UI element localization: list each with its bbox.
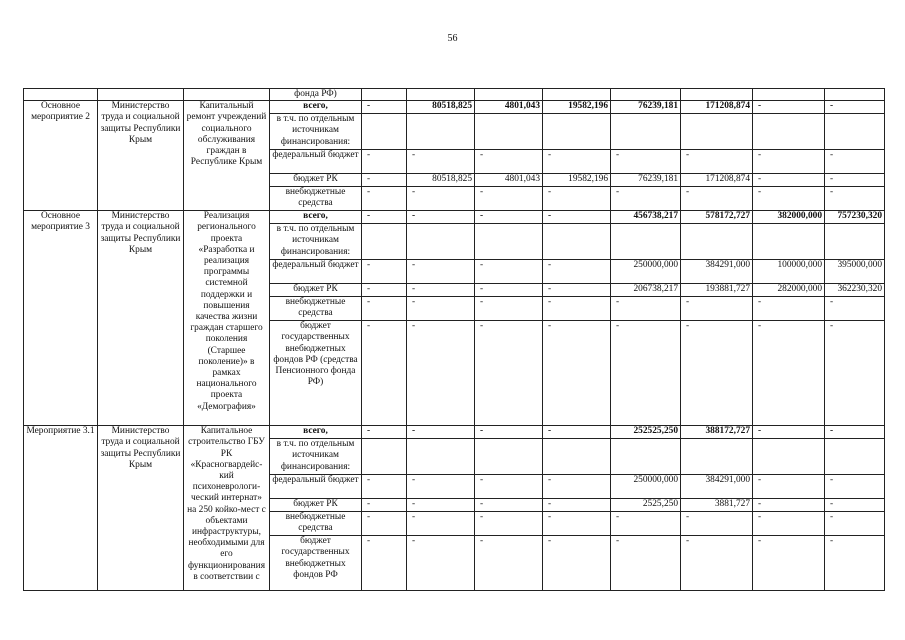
amount-cell: 282000,000 — [753, 284, 825, 297]
amount-cell: - — [681, 536, 753, 591]
funding-source-label: бюджет РК — [270, 174, 362, 187]
amount-cell — [407, 114, 475, 150]
amount-cell: - — [407, 187, 475, 211]
measure-title: Реализация регионального проекта «Разработка и реализация программы системной поддержки и повышения качества жизни граждан старшего поколения (Старшее поколение)» в рамках национального проекта «Демография» — [184, 211, 270, 426]
amount-cell — [475, 114, 543, 150]
amount-cell: - — [753, 150, 825, 174]
amount-cell: - — [362, 512, 407, 536]
funding-source-label: федеральный бюджет — [270, 475, 362, 499]
amount-cell: - — [475, 211, 543, 224]
amount-cell: 193881,727 — [681, 284, 753, 297]
amount-cell: - — [543, 426, 611, 439]
amount-cell — [611, 439, 681, 475]
amount-cell: - — [753, 536, 825, 591]
amount-cell: - — [753, 174, 825, 187]
amount-cell: - — [543, 321, 611, 426]
amount-cell: - — [475, 284, 543, 297]
funding-source-label: бюджет РК — [270, 499, 362, 512]
amount-cell: - — [407, 321, 475, 426]
amount-cell: - — [362, 536, 407, 591]
amount-cell: - — [362, 297, 407, 321]
amount-cell: - — [407, 297, 475, 321]
amount-cell: 250000,000 — [611, 260, 681, 284]
amount-cell: - — [611, 150, 681, 174]
empty-cell — [681, 89, 753, 101]
amount-cell: - — [543, 297, 611, 321]
amount-cell: 252525,250 — [611, 426, 681, 439]
amount-cell — [475, 439, 543, 475]
amount-cell — [681, 114, 753, 150]
amount-cell: - — [475, 150, 543, 174]
amount-cell: - — [825, 321, 885, 426]
amount-cell: - — [753, 499, 825, 512]
empty-cell — [362, 89, 407, 101]
measure-title: Капитальный ремонт учреждений социального обслуживания граждан в Республике Крым — [184, 101, 270, 211]
amount-cell: - — [475, 297, 543, 321]
amount-cell: - — [681, 187, 753, 211]
amount-cell: - — [681, 150, 753, 174]
amount-cell: - — [475, 187, 543, 211]
amount-cell: 388172,727 — [681, 426, 753, 439]
amount-cell — [825, 224, 885, 260]
table-row — [24, 211, 885, 224]
amount-cell: 578172,727 — [681, 211, 753, 224]
table-row — [24, 426, 885, 439]
funding-source-label: федеральный бюджет — [270, 260, 362, 284]
amount-cell: - — [543, 211, 611, 224]
amount-cell: - — [825, 499, 885, 512]
empty-cell — [24, 89, 98, 101]
amount-cell — [753, 439, 825, 475]
source-label: фонда РФ) — [270, 89, 362, 101]
empty-cell — [407, 89, 475, 101]
amount-cell: 76239,181 — [611, 174, 681, 187]
measure-name: Мероприятие 3.1 — [24, 426, 98, 591]
amount-cell: 362230,320 — [825, 284, 885, 297]
amount-cell — [681, 224, 753, 260]
amount-cell: - — [611, 187, 681, 211]
amount-cell — [611, 114, 681, 150]
amount-cell — [825, 439, 885, 475]
amount-cell: - — [825, 426, 885, 439]
amount-cell: 80518,825 — [407, 174, 475, 187]
amount-cell — [362, 114, 407, 150]
amount-cell — [753, 114, 825, 150]
amount-cell: - — [407, 499, 475, 512]
executor: Министерство труда и социальной защиты Республики Крым — [98, 426, 184, 591]
measure-name: Основное мероприятие 2 — [24, 101, 98, 211]
amount-cell: - — [475, 499, 543, 512]
amount-cell: - — [825, 536, 885, 591]
amount-cell: - — [407, 475, 475, 499]
amount-cell: - — [753, 512, 825, 536]
amount-cell: 171208,874 — [681, 174, 753, 187]
amount-cell: - — [753, 297, 825, 321]
amount-cell — [681, 439, 753, 475]
amount-cell: 80518,825 — [407, 101, 475, 114]
amount-cell: 395000,000 — [825, 260, 885, 284]
amount-cell: - — [362, 321, 407, 426]
amount-cell: - — [475, 321, 543, 426]
empty-cell — [98, 89, 184, 101]
measure-name: Основное мероприятие 3 — [24, 211, 98, 426]
amount-cell — [611, 224, 681, 260]
funding-source-label: внебюджетные средства — [270, 187, 362, 211]
empty-cell — [543, 89, 611, 101]
empty-cell — [611, 89, 681, 101]
amount-cell: - — [362, 426, 407, 439]
funding-source-label: бюджет РК — [270, 284, 362, 297]
amount-cell: - — [362, 260, 407, 284]
funding-source-label: внебюджетные средства — [270, 297, 362, 321]
amount-cell: 3881,727 — [681, 499, 753, 512]
executor: Министерство труда и социальной защиты Республики Крым — [98, 211, 184, 426]
amount-cell: - — [825, 297, 885, 321]
amount-cell: 4801,043 — [475, 174, 543, 187]
amount-cell: - — [753, 475, 825, 499]
amount-cell: 456738,217 — [611, 211, 681, 224]
amount-cell: - — [753, 101, 825, 114]
amount-cell: - — [362, 101, 407, 114]
amount-cell: - — [543, 536, 611, 591]
funding-source-label: в т.ч. по отдельным источникам финансирования: — [270, 224, 362, 260]
amount-cell — [543, 439, 611, 475]
amount-cell: - — [825, 150, 885, 174]
amount-cell: - — [362, 211, 407, 224]
amount-cell: - — [407, 536, 475, 591]
page-number: 56 — [447, 33, 458, 44]
amount-cell: - — [681, 512, 753, 536]
amount-cell: - — [543, 512, 611, 536]
amount-cell: - — [475, 426, 543, 439]
amount-cell: - — [407, 426, 475, 439]
amount-cell — [475, 224, 543, 260]
amount-cell: - — [753, 187, 825, 211]
amount-cell — [407, 439, 475, 475]
amount-cell: - — [475, 475, 543, 499]
amount-cell — [753, 224, 825, 260]
amount-cell: 757230,320 — [825, 211, 885, 224]
amount-cell: - — [611, 321, 681, 426]
amount-cell: - — [543, 475, 611, 499]
amount-cell: - — [825, 101, 885, 114]
amount-cell: - — [753, 321, 825, 426]
amount-cell: - — [362, 475, 407, 499]
funding-source-label: всего, — [270, 211, 362, 224]
amount-cell — [543, 114, 611, 150]
amount-cell: - — [543, 284, 611, 297]
empty-cell — [475, 89, 543, 101]
amount-cell: - — [407, 211, 475, 224]
amount-cell — [362, 224, 407, 260]
amount-cell: - — [407, 260, 475, 284]
amount-cell: - — [825, 512, 885, 536]
amount-cell: 4801,043 — [475, 101, 543, 114]
amount-cell: - — [407, 284, 475, 297]
amount-cell: 171208,874 — [681, 101, 753, 114]
amount-cell: - — [475, 536, 543, 591]
funding-source-label: бюджет государственных внебюджетных фондов РФ (средства Пенсионного фонда РФ) — [270, 321, 362, 426]
amount-cell: 206738,217 — [611, 284, 681, 297]
amount-cell: - — [681, 321, 753, 426]
amount-cell — [825, 114, 885, 150]
amount-cell: - — [543, 187, 611, 211]
funding-table — [23, 88, 885, 591]
amount-cell: 19582,196 — [543, 174, 611, 187]
amount-cell: - — [611, 297, 681, 321]
amount-cell: - — [543, 150, 611, 174]
amount-cell: 384291,000 — [681, 260, 753, 284]
table-row — [24, 101, 885, 114]
amount-cell: 382000,000 — [753, 211, 825, 224]
executor: Министерство труда и социальной защиты Республики Крым — [98, 101, 184, 211]
amount-cell: - — [543, 499, 611, 512]
amount-cell: - — [611, 512, 681, 536]
amount-cell: - — [543, 260, 611, 284]
amount-cell: - — [753, 426, 825, 439]
amount-cell — [543, 224, 611, 260]
continuation-row — [24, 89, 885, 101]
amount-cell: 19582,196 — [543, 101, 611, 114]
amount-cell: - — [362, 499, 407, 512]
funding-source-label: всего, — [270, 101, 362, 114]
amount-cell: - — [407, 150, 475, 174]
amount-cell: 100000,000 — [753, 260, 825, 284]
amount-cell: 250000,000 — [611, 475, 681, 499]
amount-cell: 384291,000 — [681, 475, 753, 499]
amount-cell: - — [825, 174, 885, 187]
amount-cell — [362, 439, 407, 475]
funding-source-label: в т.ч. по отдельным источникам финансирования: — [270, 439, 362, 475]
funding-source-label: бюджет государственных внебюджетных фондов РФ — [270, 536, 362, 591]
empty-cell — [184, 89, 270, 101]
amount-cell: - — [475, 512, 543, 536]
amount-cell: 76239,181 — [611, 101, 681, 114]
measure-title: Капитальное строительство ГБУ РК «Красногвардейс-кий психоневрологи-ческий интернат» на 250 койко-мест с объектами инфраструктуры, необходимыми для его функционирования в соответствии с — [184, 426, 270, 591]
amount-cell: - — [362, 150, 407, 174]
amount-cell: - — [362, 284, 407, 297]
empty-cell — [825, 89, 885, 101]
amount-cell: - — [362, 174, 407, 187]
amount-cell — [407, 224, 475, 260]
empty-cell — [753, 89, 825, 101]
funding-source-label: внебюджетные средства — [270, 512, 362, 536]
amount-cell: - — [825, 475, 885, 499]
amount-cell: - — [475, 260, 543, 284]
amount-cell: - — [825, 187, 885, 211]
amount-cell: - — [362, 187, 407, 211]
amount-cell: - — [407, 512, 475, 536]
funding-source-label: в т.ч. по отдельным источникам финансирования: — [270, 114, 362, 150]
amount-cell: - — [681, 297, 753, 321]
amount-cell: 2525,250 — [611, 499, 681, 512]
funding-source-label: всего, — [270, 426, 362, 439]
amount-cell: - — [611, 536, 681, 591]
funding-source-label: федеральный бюджет — [270, 150, 362, 174]
